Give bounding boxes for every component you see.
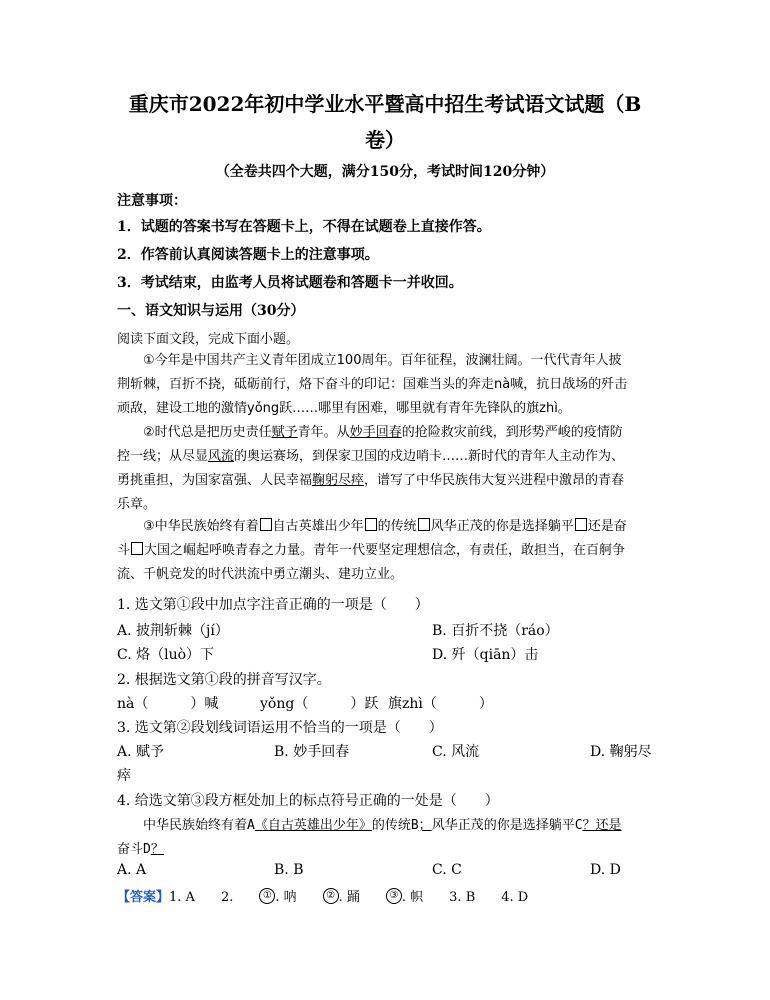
circled-number-2: ② [323,888,339,904]
answer-2-1: . 呐 [275,890,297,905]
p3-line-2: 斗 大国之崛起呼唤青春之力量。青年一代要坚定理想信念，有责任，敢担当，在百舸争 [117,543,626,558]
q1-option-c: C. 烙（luò）下 [117,647,215,663]
underlined-word-fengliu: 风流 [208,449,235,464]
notice-item-1: 1．试题的答案书写在答题卡上，不得在试题卷上直接作答。 [117,219,491,235]
q3-option-d: D. 鞠躬尽 [590,744,652,760]
blank-box [575,518,587,531]
q4-option-c: C. C [432,862,462,878]
p3-line-3: 流、千帆竞发的时代洪流中勇立潮头、建功立业。 [117,567,404,582]
answer-4: 4. D [501,890,529,905]
q4-option-b: B. B [274,862,304,878]
underlined-word-fuyu: 赋予 [271,425,298,440]
underlined-word-miaoshou: 妙手回春 [349,425,402,440]
circled-number-1: ① [259,888,275,904]
q3-option-a: A. 赋予 [117,744,165,760]
q3-option-b: B. 妙手回春 [274,744,350,760]
answer-line [117,886,528,905]
q4-option-a: A. A [117,862,147,878]
answer-2-label: 2. [220,890,234,905]
q2-blank-na: nà（ ）喊 [117,696,219,712]
q4-sentence-line-1: 中华民族始终有着A《自古英雄出少年》的传统B；风华正茂的你是选择躺平C？还是 [143,818,622,833]
notice-item-2: 2．作答前认真阅读答题卡上的注意事项。 [117,247,379,263]
answer-1: 1. A [169,890,195,905]
q2-blank-zhi: 旗zhì（ ） [388,696,493,712]
section-heading: 一、语文知识与运用（30分） [117,303,305,319]
p2-line-2: 控一线；从尽显风流的奥运赛场，到保家卫国的戍边哨卡……新时代的青年人主动作为、 [117,449,625,464]
blank-box [131,542,143,555]
question-4-stem: 4. 给选文第③段方框处加上的标点符号正确的一处是（ ） [117,793,499,809]
blank-box [260,518,272,531]
question-2-stem: 2. 根据选文第①段的拼音写汉字。 [117,672,331,688]
exam-title-line1: 重庆市2022年初中学业水平暨高中招生考试语文试题（B [128,92,642,116]
p2-line-3: 勇挑重担，为国家富强、人民幸福鞠躬尽瘁，谱写了中华民族伟大复兴进程中激昂的青春 [117,473,625,488]
q1-option-a: A. 披荆斩棘（jí） [117,623,229,639]
p2-line-4: 乐章。 [117,497,157,512]
notice-item-3: 3．考试结束，由监考人员将试题卷和答题卡一并收回。 [117,275,463,291]
p2-line-1: ②时代总是把历史责任赋予青年。从妙手回春的抢险救灾前线，到形势严峻的疫情防 [143,425,623,440]
p1-line-1: ①今年是中国共产主义青年团成立100周年。百年征程，波澜壮阔。一代代青年人披 [143,353,622,368]
circled-number-3: ③ [386,888,402,904]
passage-paragraph-1 [117,349,653,421]
blank-box [418,518,430,531]
notice-heading: 注意事项： [117,193,187,209]
exam-title-line2: 卷） [365,128,405,152]
answer-3: 3. B [449,890,476,905]
underlined-word-jugong: 鞠躬尽瘁 [312,473,365,488]
answer-tag: 【答案】 [117,890,170,905]
answer-2-2: . 踊 [338,890,360,905]
q2-blank-yong: yǒng（ ）跃 [260,696,379,712]
q1-option-d: D. 歼（qiān）击 [432,647,539,663]
p3-line-1: ③中华民族始终有着 自古英雄出少年 的传统 风华正茂的你是选择躺平 还是奋 [143,519,627,534]
answer-2-3: . 帜 [401,890,424,905]
exam-subtitle: （全卷共四个大题，满分150分，考试时间120分钟） [215,164,555,180]
question-3-stem: 3. 选文第②段划线词语运用不恰当的一项是（ ） [117,720,443,736]
question-1-stem: 1. 选文第①段中加点字注音正确的一项是（ ） [117,597,429,613]
q3-option-c: C. 风流 [432,744,480,760]
q1-option-b: B. 百折不挠（ráo） [432,623,559,639]
passage-paragraph-3 [117,515,653,587]
q4-option-d: D. D [590,862,621,878]
q3-option-d-wrap: 瘁 [117,768,131,784]
passage-paragraph-2 [117,421,653,517]
blank-box [365,518,377,531]
q4-sentence-line-2: 奋斗D？ [117,842,164,857]
p1-line-2: 荆斩棘，百折不挠，砥砺前行，烙下奋斗的印记：国难当头的奔走nà喊，抗日战场的歼击 [117,377,628,392]
p1-line-3: 顽敌，建设工地的激情yǒng跃……哪里有困难，哪里就有青年先锋队的旗zhì。 [117,401,571,416]
reading-instruction: 阅读下面文段，完成下面小题。 [117,332,300,347]
